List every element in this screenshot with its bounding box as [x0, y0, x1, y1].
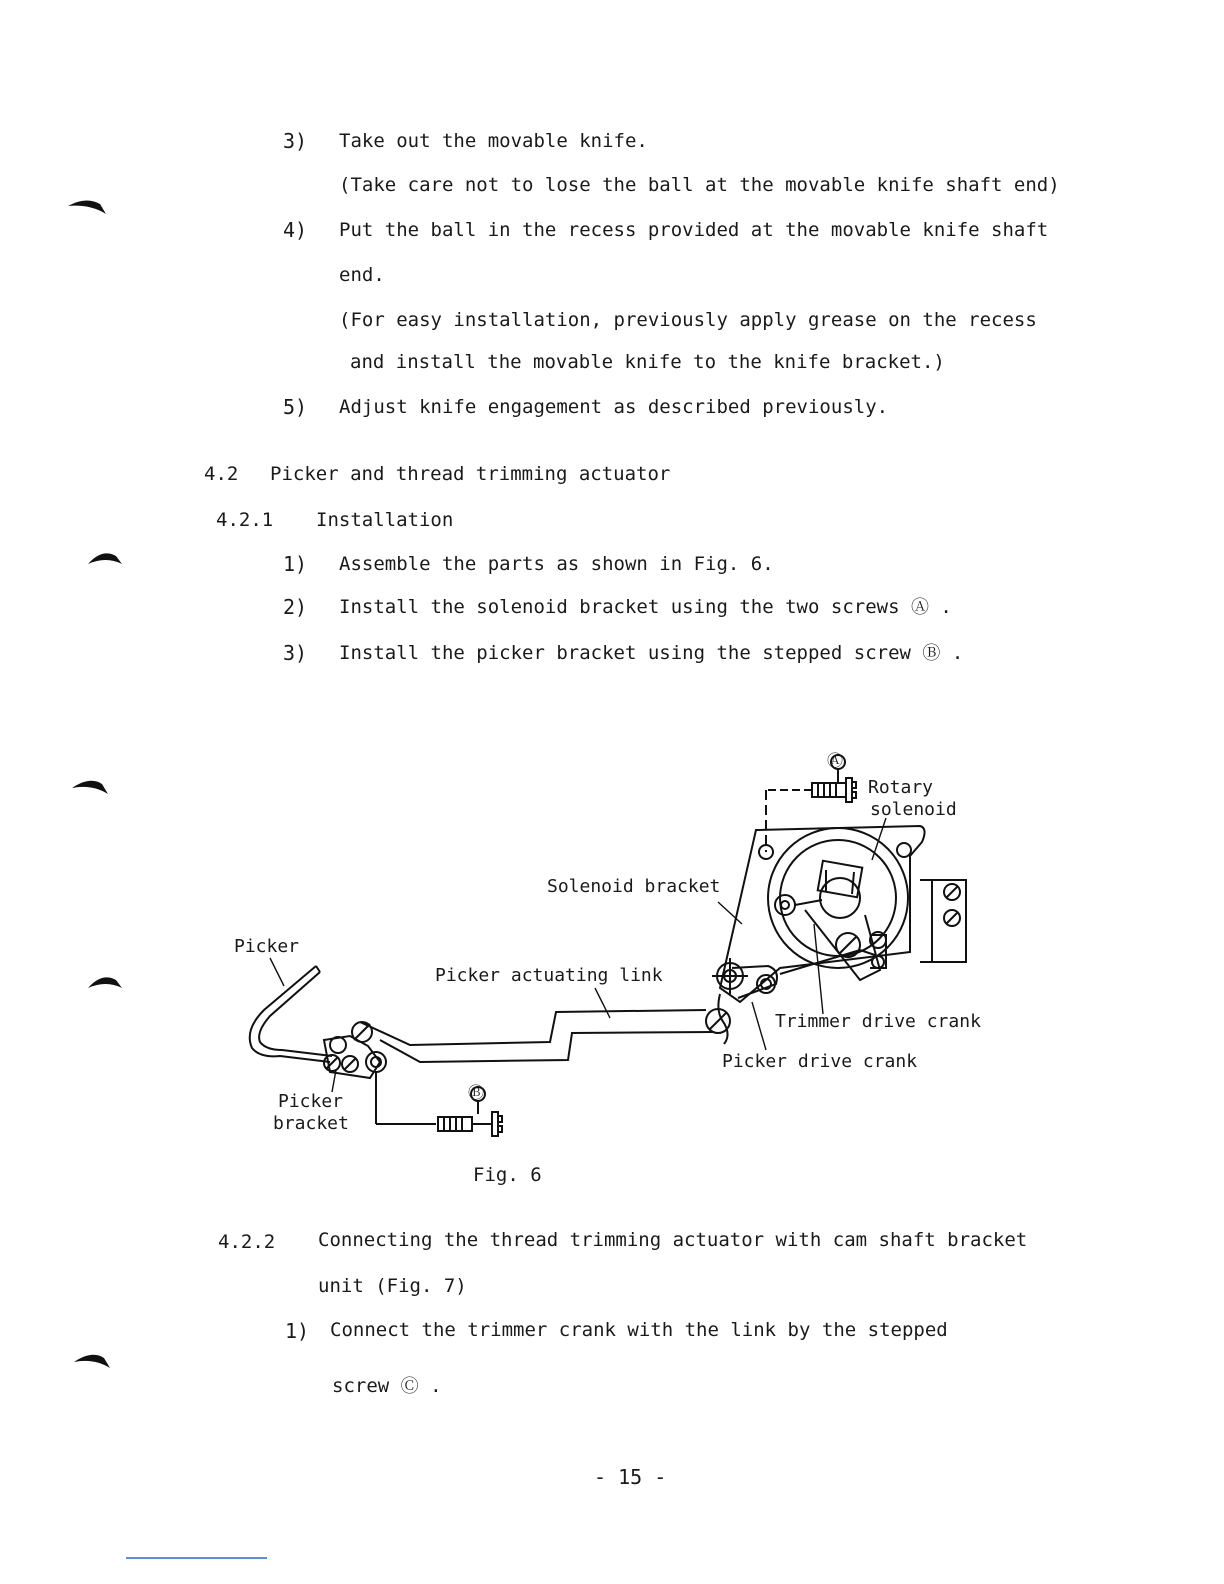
figure-label-picker: Picker [234, 936, 300, 957]
screw-mark: Ⓐ [910, 597, 929, 618]
figure-6 [220, 740, 1020, 1160]
figure-label-rotary: Rotary [868, 777, 934, 798]
step-number: 3) [283, 641, 308, 665]
binder-mark-icon [70, 776, 112, 796]
subsection-title: Connecting the thread trimming actuator with cam shaft bracket [318, 1229, 1028, 1251]
subsection-title: Installation [316, 509, 454, 531]
step-text: Connect the trimmer crank with the link by the stepped [330, 1319, 948, 1341]
picker-drawing [250, 966, 386, 1078]
step-text-continued: screw Ⓒ . [332, 1375, 442, 1397]
screw-mark: Ⓑ [922, 643, 941, 664]
step-note-continued: and install the movable knife to the knife bracket.) [350, 351, 945, 373]
step-text-continued: end. [339, 264, 385, 286]
step-text: Adjust knife engagement as described previously. [339, 396, 889, 418]
step-text: Install the picker bracket using the stepped screw Ⓑ . [339, 642, 964, 664]
figure-label-solenoid-bracket: Solenoid bracket [547, 876, 721, 897]
step-note: (Take care not to lose the ball at the movable knife shaft end) [339, 174, 1060, 196]
figure-label-picker-bracket: Picker [278, 1091, 344, 1112]
subsection-title-continued: unit (Fig. 7) [318, 1275, 467, 1297]
binder-mark-icon [72, 1350, 114, 1370]
step-number: 5) [283, 395, 308, 419]
figure-label-picker-actuating-link: Picker actuating link [435, 965, 663, 986]
step-number: 1) [283, 552, 308, 576]
binder-mark-icon [86, 548, 128, 568]
subsection-number: 4.2.1 [216, 509, 274, 531]
scan-edge-line [126, 1557, 267, 1559]
screw-b-drawing [376, 1072, 502, 1136]
step-number: 1) [285, 1319, 310, 1343]
step-text: Install the solenoid bracket using the two screws Ⓐ . [339, 596, 952, 618]
solenoid-bracket-drawing [720, 826, 966, 1002]
section-title: Picker and thread trimming actuator [270, 463, 671, 485]
page-number: - 15 - [594, 1465, 667, 1489]
figure-label-picker-drive-crank: Picker drive crank [722, 1051, 918, 1072]
figure-label-picker-bracket: bracket [273, 1113, 349, 1134]
picker-actuating-link-drawing [360, 1010, 714, 1062]
step-text: Assemble the parts as shown in Fig. 6. [339, 553, 774, 575]
figure-caption: Fig. 6 [473, 1164, 542, 1186]
step-number: 2) [283, 595, 308, 619]
figure-label-screw-b: Ⓑ [468, 1083, 485, 1102]
figure-label-trimmer-drive-crank: Trimmer drive crank [775, 1011, 981, 1032]
figure-label-screw-a: Ⓐ [827, 751, 844, 770]
binder-mark-icon [86, 972, 128, 992]
binder-mark-icon [66, 196, 108, 216]
screw-mark: Ⓒ [400, 1376, 419, 1397]
step-number: 4) [283, 218, 308, 242]
step-text: Put the ball in the recess provided at the movable knife shaft [339, 219, 1049, 241]
subsection-number: 4.2.2 [218, 1231, 276, 1253]
section-number: 4.2 [204, 463, 239, 485]
step-text: Take out the movable knife. [339, 130, 648, 152]
step-note: (For easy installation, previously apply grease on the recess [339, 309, 1037, 331]
step-number: 3) [283, 129, 308, 153]
figure-label-solenoid: solenoid [870, 799, 957, 820]
